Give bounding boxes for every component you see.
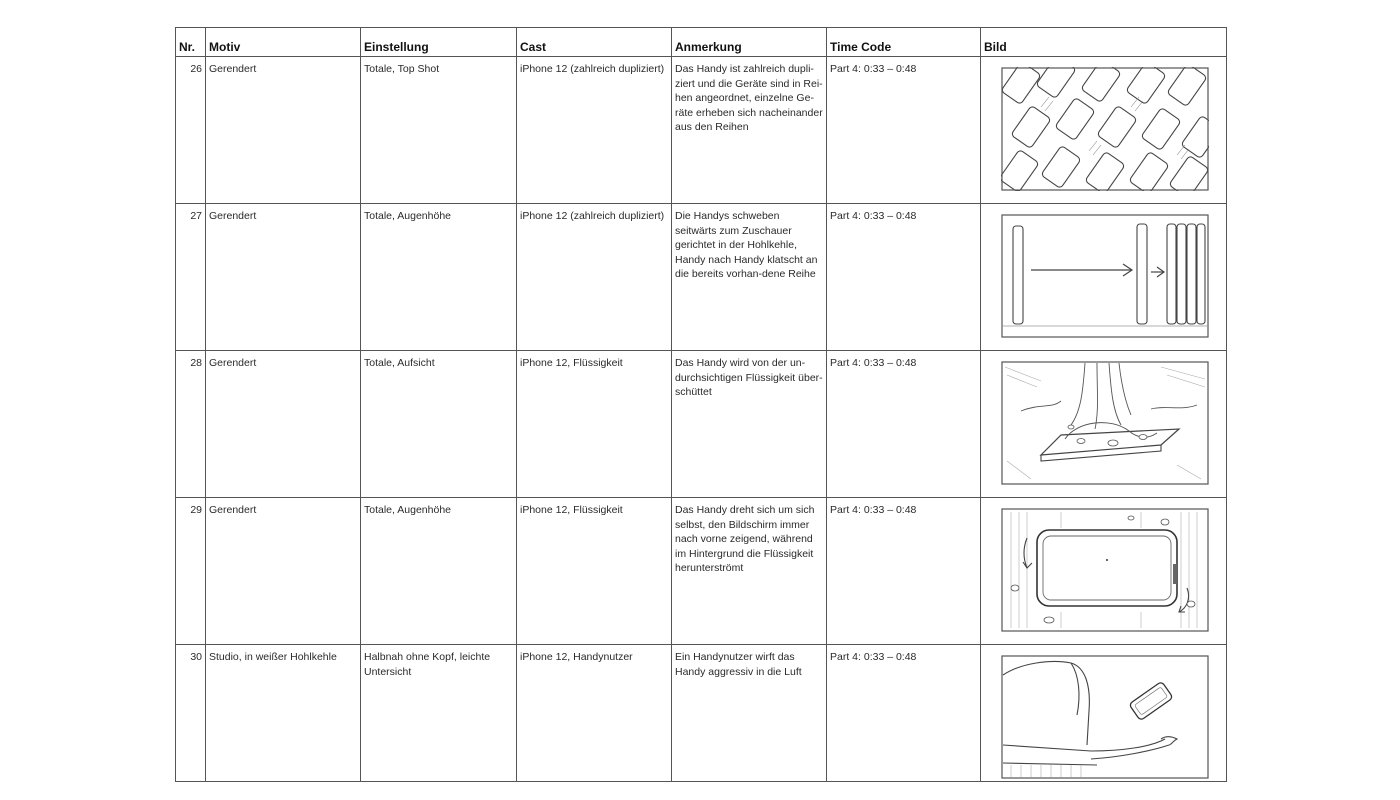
cell-nr: 29 <box>176 498 206 645</box>
header-anmerkung: Anmerkung <box>672 28 827 57</box>
cell-einstellung: Totale, Aufsicht <box>361 351 517 498</box>
cell-bild <box>981 57 1227 204</box>
cell-nr: 26 <box>176 57 206 204</box>
header-nr: Nr. <box>176 28 206 57</box>
header-bild: Bild <box>981 28 1227 57</box>
cell-motiv: Studio, in weißer Hohlkehle <box>206 645 361 782</box>
header-motiv: Motiv <box>206 28 361 57</box>
cell-motiv: Gerendert <box>206 351 361 498</box>
cell-anmerkung: Ein Handynutzer wirft das Handy aggressiv in die Luft <box>672 645 827 782</box>
cell-motiv: Gerendert <box>206 498 361 645</box>
header-cast: Cast <box>517 28 672 57</box>
cell-cast: iPhone 12, Flüssigkeit <box>517 351 672 498</box>
cell-motiv: Gerendert <box>206 204 361 351</box>
cell-anmerkung: Das Handy ist zahlreich dupli-ziert und die Geräte sind in Rei-hen angeordnet, einzelne Ge-räte erheben sich nacheinander aus den Reihen <box>672 57 827 204</box>
cell-einstellung: Totale, Top Shot <box>361 57 517 204</box>
cell-cast: iPhone 12, Handynutzer <box>517 645 672 782</box>
cell-anmerkung: Die Handys schweben seitwärts zum Zuschauer gerichtet in der Hohlkehle, Handy nach Handy klatscht an die bereits vorhan-dene Reihe <box>672 204 827 351</box>
cell-cast: iPhone 12, Flüssigkeit <box>517 498 672 645</box>
cell-anmerkung: Das Handy wird von der un-durchsichtigen Flüssigkeit über-schüttet <box>672 351 827 498</box>
cell-timecode: Part 4: 0:33 – 0:48 <box>827 204 981 351</box>
cell-timecode: Part 4: 0:33 – 0:48 <box>827 498 981 645</box>
table-row <box>176 57 1227 204</box>
header-einstellung: Einstellung <box>361 28 517 57</box>
phones-sliding-sketch <box>1001 214 1209 338</box>
cell-motiv: Gerendert <box>206 57 361 204</box>
liquid-pour-sketch <box>1001 361 1209 485</box>
table-row <box>176 498 1227 645</box>
cell-einstellung: Totale, Augenhöhe <box>361 498 517 645</box>
storyboard-table <box>175 27 1227 782</box>
cell-timecode: Part 4: 0:33 – 0:48 <box>827 57 981 204</box>
cell-nr: 28 <box>176 351 206 498</box>
cell-einstellung: Halbnah ohne Kopf, leichte Untersicht <box>361 645 517 782</box>
cell-nr: 30 <box>176 645 206 782</box>
table-row <box>176 204 1227 351</box>
cell-anmerkung: Das Handy dreht sich um sich selbst, den Bildschirm immer nach vorne zeigend, während im Hintergrund die Flüssigkeit herunterströmt <box>672 498 827 645</box>
throwing-phone-sketch <box>1001 655 1209 779</box>
table-row <box>176 351 1227 498</box>
grid-of-phones-sketch <box>1001 67 1209 191</box>
header-timecode: Time Code <box>827 28 981 57</box>
cell-timecode: Part 4: 0:33 – 0:48 <box>827 645 981 782</box>
cell-bild <box>981 351 1227 498</box>
cell-bild <box>981 204 1227 351</box>
cell-timecode: Part 4: 0:33 – 0:48 <box>827 351 981 498</box>
cell-bild <box>981 498 1227 645</box>
cell-nr: 27 <box>176 204 206 351</box>
table-row <box>176 645 1227 782</box>
cell-einstellung: Totale, Augenhöhe <box>361 204 517 351</box>
cell-cast: iPhone 12 (zahlreich dupliziert) <box>517 57 672 204</box>
cell-cast: iPhone 12 (zahlreich dupliziert) <box>517 204 672 351</box>
header-row <box>176 28 1227 57</box>
rotating-phone-sketch <box>1001 508 1209 632</box>
cell-bild <box>981 645 1227 782</box>
